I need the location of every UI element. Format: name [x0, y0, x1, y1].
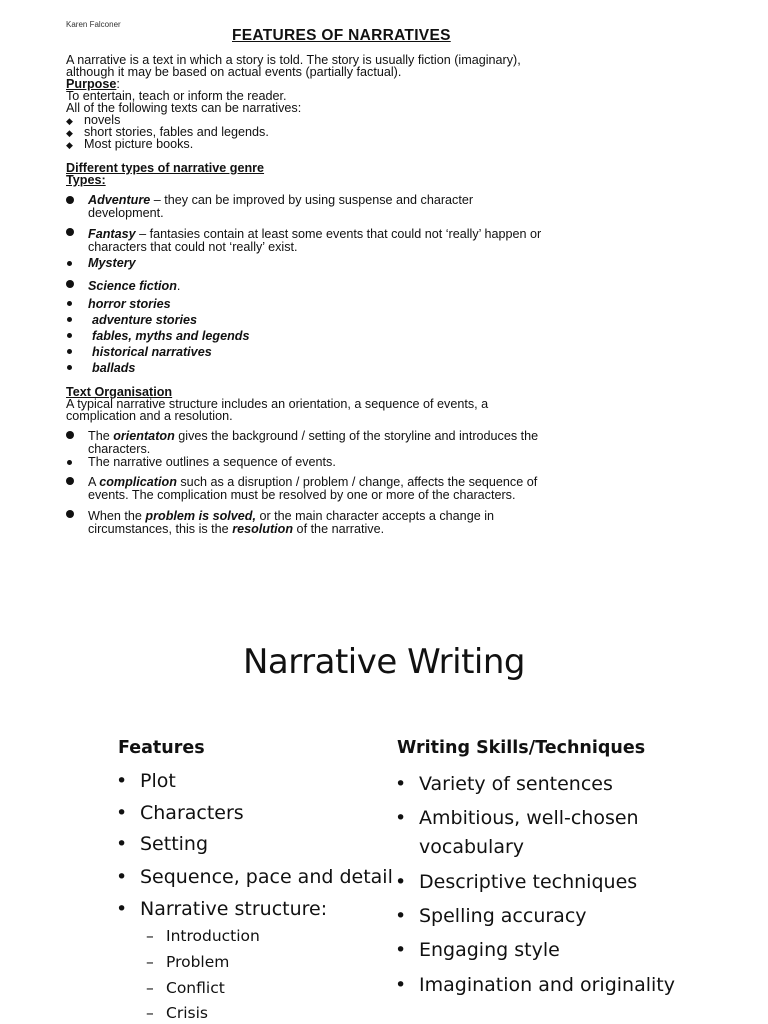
resolution-point — [88, 510, 494, 522]
genre-term: Fantasy — [88, 227, 136, 241]
genre-science-fiction — [88, 280, 180, 292]
structure-stage — [146, 951, 229, 973]
feature-label: Setting — [140, 833, 209, 855]
genre-period: . — [176, 279, 181, 293]
bullet-icon: • — [116, 802, 128, 824]
feature-item — [116, 896, 327, 922]
sequence-point: The narrative outlines a sequence of events. — [88, 455, 336, 469]
skill-item — [395, 771, 613, 797]
skill-item-cont: vocabulary — [419, 836, 525, 858]
text-run: gives the background / setting of the storyline and introduces the — [174, 429, 539, 443]
feature-item — [116, 800, 244, 826]
text-run: When the — [88, 509, 146, 523]
genre-mystery: Mystery — [88, 256, 136, 270]
orientation-point-cont: characters. — [88, 442, 151, 456]
organisation-heading: Text Organisation — [66, 385, 173, 399]
purpose-colon: : — [116, 77, 120, 91]
features-heading: Features — [118, 738, 205, 758]
skill-label: Descriptive techniques — [419, 871, 638, 893]
text-type-label: Most picture books. — [84, 137, 194, 151]
bullet-icon: • — [395, 807, 407, 829]
feature-label: Characters — [140, 802, 244, 824]
skill-label: Engaging style — [419, 939, 560, 961]
skill-label: Variety of sentences — [419, 773, 613, 795]
bullet-icon — [66, 431, 74, 439]
stage-label: Conflict — [166, 979, 225, 997]
skills-heading: Writing Skills/Techniques — [397, 738, 646, 758]
text-type-label: novels — [84, 113, 121, 127]
genre-desc: – they can be improved by using suspense and character — [150, 193, 474, 207]
term-orientation: orientaton — [113, 429, 175, 443]
text-run: The — [88, 429, 114, 443]
bullet-icon — [67, 365, 72, 370]
bullet-icon: • — [116, 898, 128, 920]
bullet-icon — [66, 228, 74, 236]
skill-item — [395, 805, 639, 831]
purpose-text: To entertain, teach or inform the reader. — [66, 89, 287, 103]
genre-fantasy-cont: characters that could not ‘really’ exist. — [88, 240, 298, 254]
resolution-point-cont — [88, 523, 384, 535]
bullet-icon — [66, 280, 74, 288]
bullet-icon — [67, 261, 72, 266]
dash-bullet-icon: – — [146, 979, 154, 997]
structure-stage — [146, 1002, 208, 1024]
structure-stage — [146, 977, 225, 999]
stage-label: Problem — [166, 953, 230, 971]
purpose-heading: Purpose — [66, 77, 117, 91]
slide-title: Narrative Writing — [242, 642, 525, 682]
term-problem-solved: problem is solved, — [145, 509, 256, 523]
feature-label: Plot — [140, 770, 176, 792]
skill-label: Spelling accuracy — [419, 905, 587, 927]
text-run: of the narrative. — [293, 522, 385, 536]
skill-item — [395, 937, 560, 963]
genre-fantasy — [88, 228, 541, 240]
feature-label: Sequence, pace and detail — [140, 866, 393, 888]
bullet-icon — [67, 301, 72, 306]
bullet-icon — [67, 349, 72, 354]
dash-bullet-icon: – — [146, 1004, 154, 1022]
author-name: Karen Falconer — [66, 20, 121, 29]
genre-heading: Different types of narrative genre — [66, 161, 265, 175]
skill-item — [395, 869, 637, 895]
bullet-icon: • — [395, 974, 407, 996]
bullet-icon — [67, 460, 72, 465]
stage-label: Introduction — [166, 927, 260, 945]
structure-stage — [146, 925, 260, 947]
bullet-icon: • — [395, 905, 407, 927]
bullet-icon: • — [116, 833, 128, 855]
complication-point — [88, 476, 537, 488]
diamond-bullet-icon: ◆ — [66, 128, 73, 138]
bullet-icon: • — [395, 773, 407, 795]
skill-item — [395, 972, 675, 998]
dash-bullet-icon: – — [146, 927, 154, 945]
bullet-icon — [66, 510, 74, 518]
list-item — [66, 138, 193, 151]
genre-term: Adventure — [88, 193, 151, 207]
bullet-icon: • — [395, 871, 407, 893]
dash-bullet-icon: – — [146, 953, 154, 971]
orientation-point — [88, 430, 538, 442]
texts-intro: All of the following texts can be narratives: — [66, 101, 302, 115]
skill-label: Imagination and originality — [419, 974, 675, 996]
genre-item: horror stories — [88, 297, 171, 311]
diamond-bullet-icon: ◆ — [66, 140, 73, 150]
text-run: circumstances, this is the — [88, 522, 233, 536]
bullet-icon — [66, 196, 74, 204]
text-run: such as a disruption / problem / change, affects the sequence of — [176, 475, 538, 489]
term-resolution: resolution — [232, 522, 294, 536]
genre-item: fables, myths and legends — [92, 329, 250, 343]
feature-item — [116, 864, 393, 890]
text-run: or the main character accepts a change in — [255, 509, 494, 523]
diamond-bullet-icon: ◆ — [66, 116, 73, 126]
text-run: A — [88, 475, 100, 489]
bullet-icon — [67, 333, 72, 338]
bullet-icon: • — [395, 939, 407, 961]
text-type-label: short stories, fables and legends. — [84, 125, 269, 139]
types-heading: Types: — [66, 173, 106, 187]
sheet-title: FEATURES OF NARRATIVES — [232, 27, 451, 44]
skill-item — [395, 903, 587, 929]
genre-item: historical narratives — [92, 345, 212, 359]
feature-label: Narrative structure: — [140, 898, 328, 920]
term-complication: complication — [99, 475, 177, 489]
organisation-intro-1: A typical narrative structure includes an orientation, a sequence of events, a — [66, 397, 489, 411]
bullet-icon: • — [116, 770, 128, 792]
genre-adventure — [88, 194, 473, 206]
organisation-intro-2: complication and a resolution. — [66, 409, 233, 423]
skill-label: Ambitious, well-chosen — [419, 807, 639, 829]
complication-point-cont: events. The complication must be resolved by one or more of the characters. — [88, 488, 516, 502]
bullet-icon: • — [116, 866, 128, 888]
genre-term: Science fiction — [88, 279, 177, 293]
bullet-icon — [67, 317, 72, 322]
genre-adventure-cont: development. — [88, 206, 164, 220]
genre-item: adventure stories — [92, 313, 197, 327]
genre-item: ballads — [92, 361, 136, 375]
intro-line-2: although it may be based on actual events (partially factual). — [66, 65, 402, 79]
bullet-icon — [66, 477, 74, 485]
stage-label: Crisis — [166, 1004, 208, 1022]
genre-desc: – fantasies contain at least some events that could not ‘really’ happen or — [135, 227, 542, 241]
feature-item — [116, 768, 176, 794]
intro-line-1: A narrative is a text in which a story is told. The story is usually fiction (imaginary), — [66, 53, 521, 67]
feature-item — [116, 831, 208, 857]
